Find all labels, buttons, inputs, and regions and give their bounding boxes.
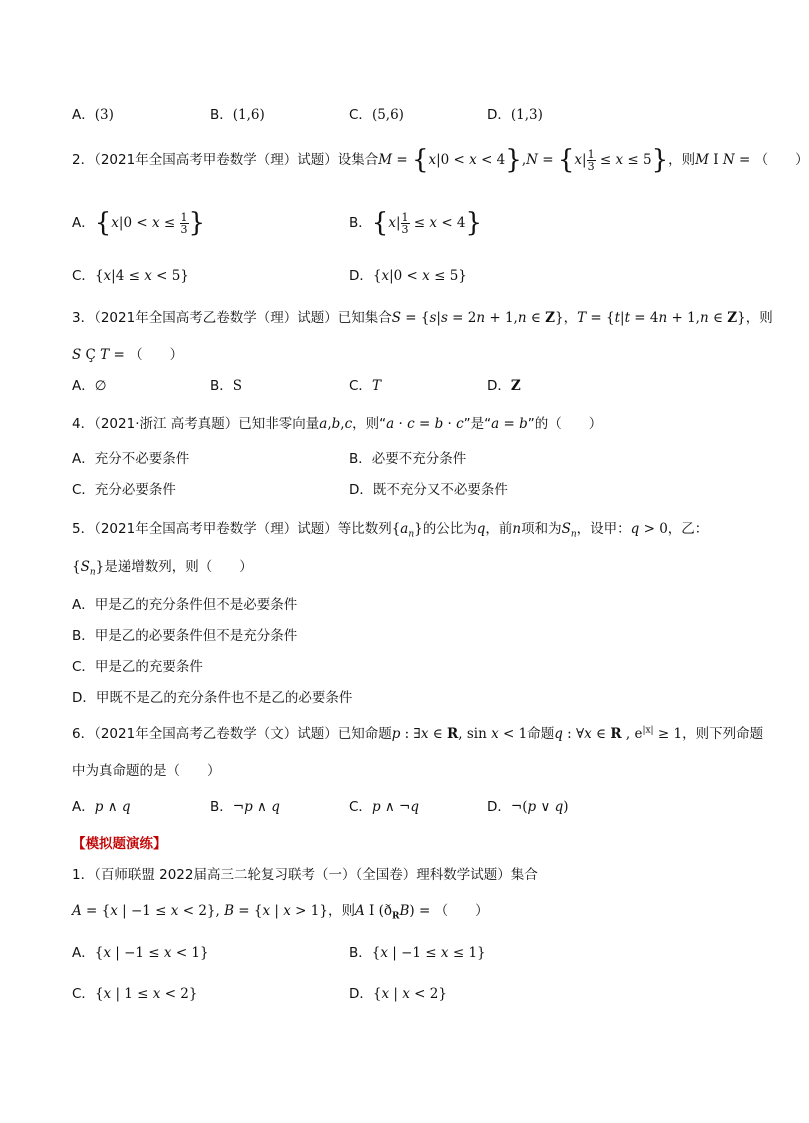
q1-option-c: C．(5,6) xyxy=(349,107,404,123)
m1-option-b: B．{x | −1 ≤ x ≤ 1} xyxy=(349,945,486,961)
q6-option-d: D．¬(p ∨ q) xyxy=(487,799,569,815)
m1-stem-line2: A = {x | −1 ≤ x < 2}, B = {x | x > 1}，则A Ⅰ $(ð_RB)$ = （ ） xyxy=(72,903,489,922)
q5-stem-line2: $\{S_n\}$是递增数列，则（ ） xyxy=(72,559,253,578)
q5-stem: 5．（2021年全国高考甲卷数学（理）试题）等比数列$\{a_n\}$的公比为q，前n项和为$S_n$，设甲：q > 0，乙： xyxy=(72,521,709,540)
q5-option-b: B．甲是乙的必要条件但不是充分条件 xyxy=(72,628,298,644)
q6-option-a: A．p ∧ q xyxy=(72,799,131,815)
q3-stem: 3．（2021年全国高考乙卷数学（理）试题）已知集合S = {s|s = 2n + 1,n ∈ Z}，T = {t|t = 4n + 1,n ∈ Z}，则 xyxy=(72,310,773,326)
q4-option-c: C．充分必要条件 xyxy=(72,482,176,498)
q1-option-a: A．(3) xyxy=(72,107,114,123)
section-title: 【模拟题演练】 xyxy=(72,836,167,852)
q4-option-a: A．充分不必要条件 xyxy=(72,451,190,467)
m1-option-d: D．{x | x < 2} xyxy=(349,986,447,1002)
q3-option-c: C．T xyxy=(349,378,381,394)
q1-option-b: B．(1,6) xyxy=(210,107,265,123)
q6-stem: 6．（2021年全国高考乙卷数学（文）试题）已知命题p : ∃x ∈ R, sin x < 1命题q : ∀x ∈ R , $e^{|x|} \ge 1$，则下列命题 xyxy=(72,725,764,742)
q4-option-b: B．必要不充分条件 xyxy=(349,451,467,467)
q3-option-a: A．∅ xyxy=(72,378,107,394)
q2-stem: 2．（2021年全国高考甲卷数学（理）试题）设集合M = {x|0 < x < 4},N = {x| $\frac{1}{3}$ ≤ x ≤ 5}，则M Ⅰ N = （ ） xyxy=(72,145,809,175)
q3-option-b: B．S xyxy=(210,378,243,394)
m1-stem: 1．（百师联盟 2022届高三二轮复习联考（一）（全国卷）理科数学试题）集合 xyxy=(72,867,538,883)
q2-option-b: B．{x| $\frac{1}{3}$ ≤ x < 4} xyxy=(349,208,483,238)
q4-option-d: D．既不充分又不必要条件 xyxy=(349,482,508,498)
q2-option-a: A．{x|0 < x ≤ $\frac{1}{3}$ } xyxy=(72,208,206,238)
m1-option-a: A．{x | −1 ≤ x < 1} xyxy=(72,945,209,961)
m1-option-c: C．{x | 1 ≤ x < 2} xyxy=(72,986,198,1002)
q5-option-c: C．甲是乙的充要条件 xyxy=(72,659,203,675)
q4-stem: 4．（2021·浙江 高考真题）已知非零向量a,b,c，则“a · c = b · c”是“a = b”的（ ） xyxy=(72,416,603,432)
q5-option-a: A．甲是乙的充分条件但不是必要条件 xyxy=(72,597,298,613)
q6-stem-line2: 中为真命题的是（ ） xyxy=(72,763,221,779)
q3-stem-line2: S Ç T = （ ） xyxy=(72,347,184,363)
q5-option-d: D．甲既不是乙的充分条件也不是乙的必要条件 xyxy=(72,690,353,706)
q3-option-d: D．Z xyxy=(487,378,521,394)
q2-option-d: D．{x|0 < x ≤ 5} xyxy=(349,268,467,284)
q2-option-c: C．{x|4 ≤ x < 5} xyxy=(72,268,189,284)
q6-option-b: B．¬p ∧ q xyxy=(210,799,280,815)
q6-option-c: C．p ∧ ¬q xyxy=(349,799,420,815)
q1-option-d: D．(1,3) xyxy=(487,107,543,123)
